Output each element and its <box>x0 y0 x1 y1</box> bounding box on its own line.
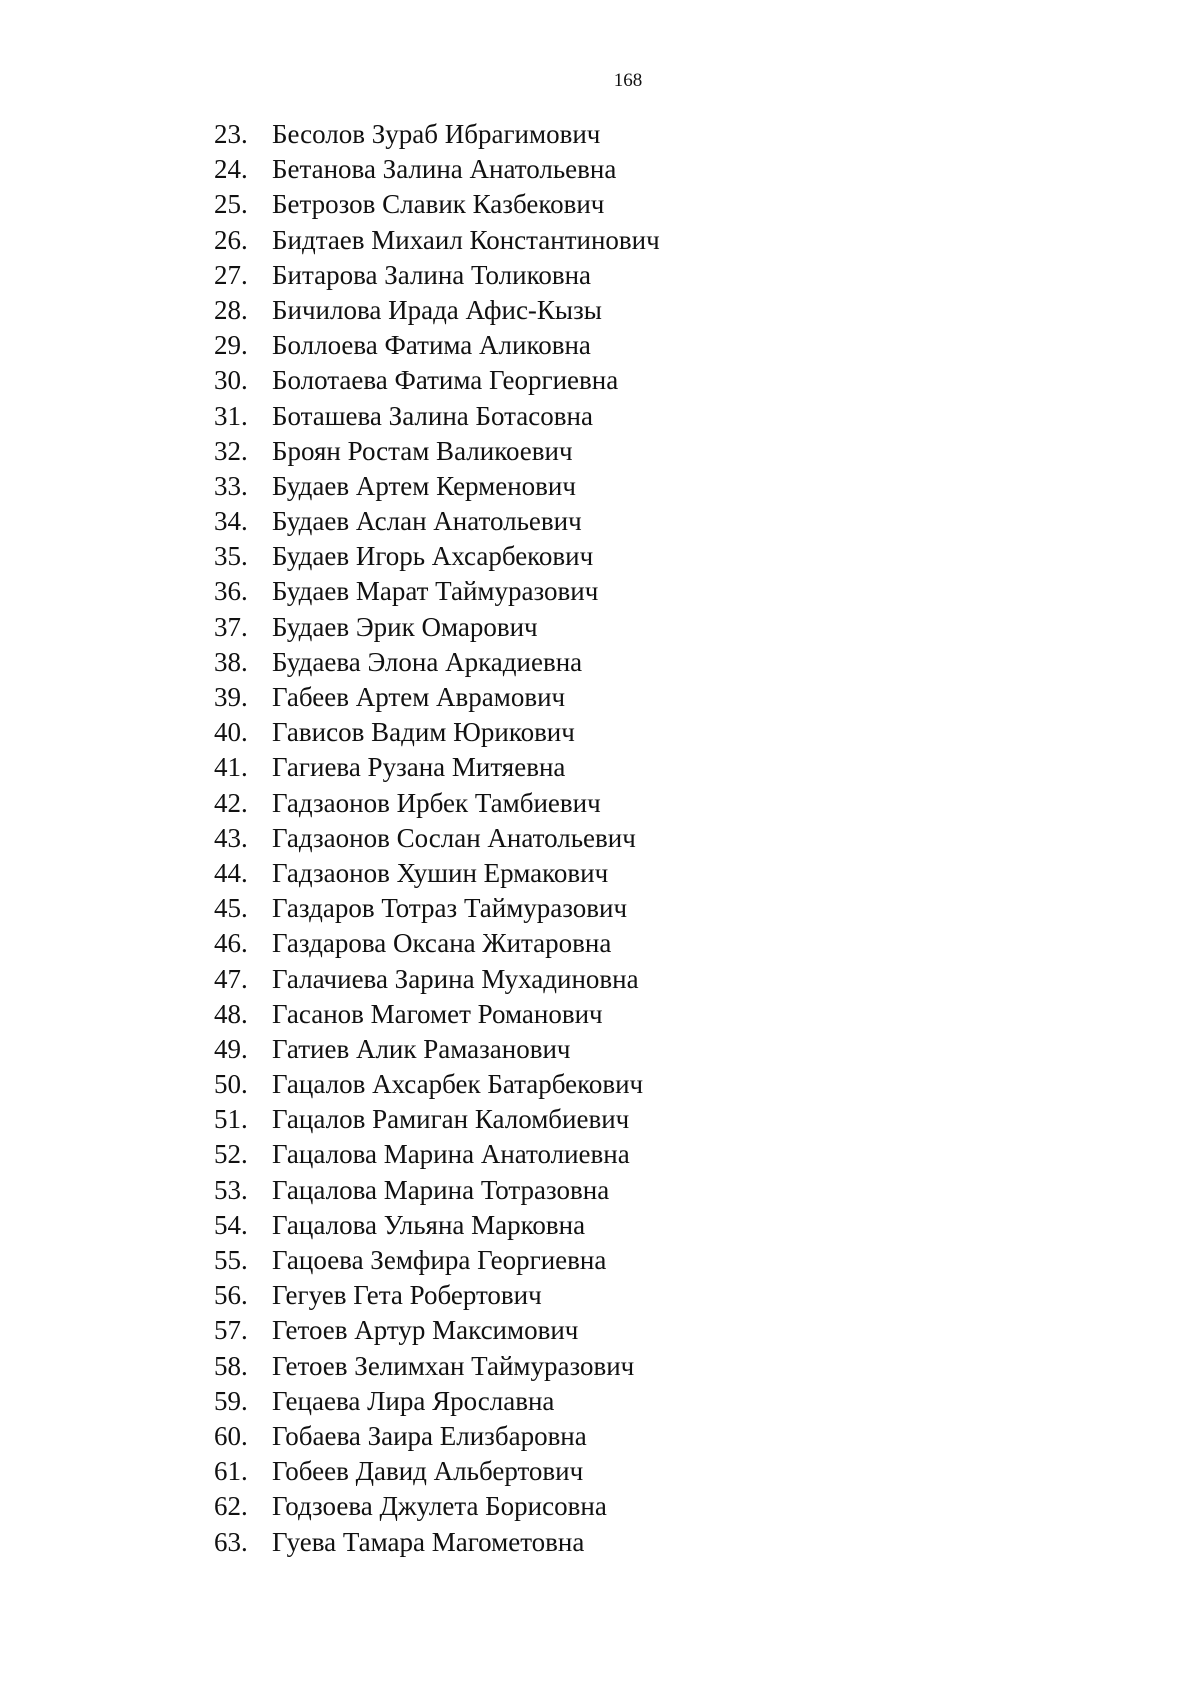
list-item <box>214 610 660 645</box>
person-name: Будаев Аслан Анатольевич <box>272 506 582 537</box>
list-item <box>214 258 660 293</box>
item-number: 26. <box>214 224 248 255</box>
list-item <box>214 1032 660 1067</box>
item-number: 35. <box>214 541 248 572</box>
person-name: Боташева Залина Ботасовна <box>272 400 593 431</box>
item-number: 37. <box>214 611 248 642</box>
person-name: Гуева Тамара Магометовна <box>272 1526 585 1557</box>
item-number: 52. <box>214 1139 248 1170</box>
person-name: Бесолов Зураб Ибрагимович <box>272 119 601 149</box>
person-name: Броян Ростам Валикоевич <box>272 435 573 466</box>
person-name: Гецаева Лира Ярославна <box>272 1385 555 1416</box>
list-item <box>214 645 660 680</box>
item-number: 62. <box>214 1491 248 1522</box>
list-item <box>214 1489 660 1524</box>
item-number: 61. <box>214 1456 248 1487</box>
item-number: 43. <box>214 822 248 853</box>
person-name: Бичилова Ирада Афис-Кызы <box>272 294 602 325</box>
person-name: Гацалова Ульяна Марковна <box>272 1209 586 1240</box>
person-name: Боллоева Фатима Аликовна <box>272 330 591 361</box>
list-item <box>214 293 660 328</box>
page-number: 168 <box>613 70 643 91</box>
list-item <box>214 187 660 222</box>
person-name: Гацалова Марина Тотразовна <box>272 1174 610 1205</box>
item-number: 48. <box>214 998 248 1029</box>
list-item <box>214 1349 660 1384</box>
item-number: 38. <box>214 646 248 677</box>
person-name: Гадзаонов Хушин Ермакович <box>272 857 609 888</box>
list-item <box>214 680 660 715</box>
person-name: Гацалов Ахсарбек Батарбекович <box>272 1069 644 1100</box>
item-number: 41. <box>214 752 248 783</box>
item-number: 40. <box>214 717 248 748</box>
person-name: Гависов Вадим Юрикович <box>272 717 575 748</box>
list-item <box>214 363 660 398</box>
item-number: 25. <box>214 189 248 220</box>
item-number: 28. <box>214 294 248 325</box>
person-name: Бидтаев Михаил Константинович <box>272 224 660 255</box>
person-name: Гетоев Артур Максимович <box>272 1315 579 1346</box>
list-item <box>214 715 660 750</box>
person-name: Газдаров Тотраз Таймуразович <box>272 893 628 924</box>
person-name: Гобеев Давид Альбертович <box>272 1456 584 1487</box>
list-item <box>214 750 660 785</box>
list-item <box>214 1278 660 1313</box>
person-name: Будаев Эрик Омарович <box>272 611 538 642</box>
item-number: 30. <box>214 365 248 396</box>
item-number: 55. <box>214 1245 248 1275</box>
list-item <box>214 574 660 609</box>
item-number: 27. <box>214 259 248 290</box>
list-item <box>214 117 660 152</box>
item-number: 63. <box>214 1526 248 1557</box>
item-number: 46. <box>214 928 248 959</box>
item-number: 50. <box>214 1069 248 1100</box>
item-number: 36. <box>214 576 248 607</box>
item-number: 23. <box>214 119 248 149</box>
list-item <box>214 152 660 187</box>
list-item <box>214 1419 660 1454</box>
list-item <box>214 434 660 469</box>
item-number: 39. <box>214 682 248 712</box>
item-number: 56. <box>214 1280 248 1311</box>
person-name: Габеев Артем Аврамович <box>272 682 566 712</box>
person-name: Гадзаонов Ирбек Тамбиевич <box>272 787 601 818</box>
item-number: 47. <box>214 963 248 994</box>
item-number: 60. <box>214 1420 248 1451</box>
list-item <box>214 1313 660 1348</box>
list-item <box>214 1243 660 1278</box>
person-name: Гацалова Марина Анатолиевна <box>272 1139 630 1170</box>
person-name: Гацалов Рамиган Каломбиевич <box>272 1104 630 1135</box>
person-name: Газдарова Оксана Житаровна <box>272 928 612 959</box>
name-list <box>214 117 660 1560</box>
item-number: 59. <box>214 1385 248 1416</box>
person-name: Гетоев Зелимхан Таймуразович <box>272 1350 635 1381</box>
person-name: Будаев Артем Керменович <box>272 470 576 501</box>
list-item <box>214 1137 660 1172</box>
item-number: 29. <box>214 330 248 361</box>
item-number: 31. <box>214 400 248 431</box>
item-number: 42. <box>214 787 248 818</box>
list-item <box>214 926 660 961</box>
list-item <box>214 1525 660 1560</box>
person-name: Годзоева Джулета Борисовна <box>272 1491 607 1522</box>
person-name: Болотаева Фатима Георгиевна <box>272 365 619 396</box>
list-item <box>214 786 660 821</box>
list-item <box>214 997 660 1032</box>
item-number: 33. <box>214 470 248 501</box>
list-item <box>214 856 660 891</box>
list-item <box>214 1384 660 1419</box>
list-item <box>214 1067 660 1102</box>
item-number: 45. <box>214 893 248 924</box>
list-item <box>214 1454 660 1489</box>
item-number: 57. <box>214 1315 248 1346</box>
person-name: Гадзаонов Сослан Анатольевич <box>272 822 636 853</box>
list-item <box>214 821 660 856</box>
item-number: 53. <box>214 1174 248 1205</box>
person-name: Гобаева Заира Елизбаровна <box>272 1420 587 1451</box>
person-name: Гатиев Алик Рамазанович <box>272 1033 571 1064</box>
person-name: Будаева Элона Аркадиевна <box>272 646 583 677</box>
person-name: Будаев Игорь Ахсарбекович <box>272 541 594 572</box>
list-item <box>214 1208 660 1243</box>
person-name: Битарова Залина Толиковна <box>272 259 592 290</box>
list-item <box>214 223 660 258</box>
list-item <box>214 399 660 434</box>
list-item <box>214 1173 660 1208</box>
item-number: 58. <box>214 1350 248 1381</box>
item-number: 24. <box>214 154 248 185</box>
item-number: 44. <box>214 857 248 888</box>
item-number: 32. <box>214 435 248 466</box>
item-number: 49. <box>214 1033 248 1064</box>
person-name: Гасанов Магомет Романович <box>272 998 603 1029</box>
person-name: Галачиева Зарина Мухадиновна <box>272 963 639 994</box>
item-number: 34. <box>214 506 248 537</box>
item-number: 54. <box>214 1209 248 1240</box>
person-name: Гацоева Земфира Георгиевна <box>272 1245 607 1275</box>
item-number: 51. <box>214 1104 248 1135</box>
list-item <box>214 962 660 997</box>
person-name: Гегуев Гета Робертович <box>272 1280 542 1311</box>
list-item <box>214 539 660 574</box>
person-name: Бетрозов Славик Казбекович <box>272 189 605 220</box>
list-item <box>214 1102 660 1137</box>
list-item <box>214 328 660 363</box>
person-name: Бетанова Залина Анатольевна <box>272 154 617 185</box>
person-name: Гагиева Рузана Митяевна <box>272 752 566 783</box>
list-item <box>214 469 660 504</box>
list-item <box>214 891 660 926</box>
person-name: Будаев Марат Таймуразович <box>272 576 599 607</box>
list-item <box>214 504 660 539</box>
